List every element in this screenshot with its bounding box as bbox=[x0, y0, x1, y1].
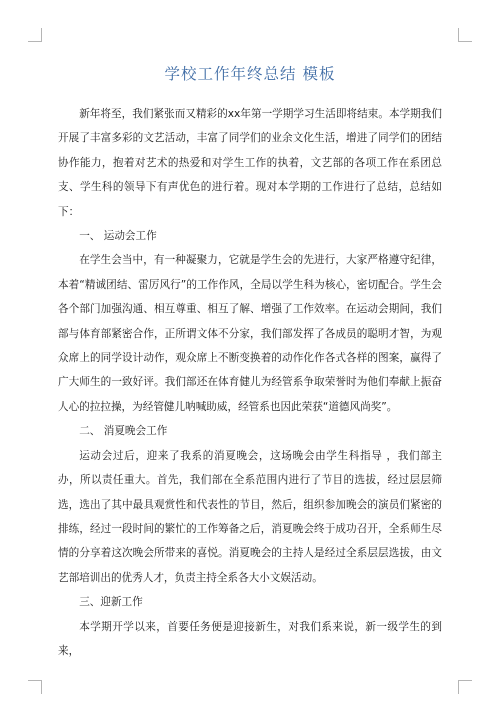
paragraph-summer-party: 运动会过后，迎来了我系的消夏晚会，这场晚会由学生科指导 ，我们部主办，所以责任重大。首先，我们部在全系范围内进行了节目的选拔，经过层层筛选，选出了其中最具观赏性和代表性的节目，然后，组织参加晚会的演员们紧密的排练，经过一段时间的繁忙的工作筹备之后，消夏晚会终于成功召开，全系师生尽情的分享着这次晚会所带来的喜悦。消夏晚会的主持人是经过全系层层选拔，由文艺部培训出的优秀人才，负责主持全系各大小文娱活动。 bbox=[58, 449, 442, 584]
crop-mark-bottom-left-v bbox=[41, 680, 42, 694]
crop-mark-bottom-left-h bbox=[28, 680, 42, 681]
crop-mark-top-left-h bbox=[28, 41, 42, 42]
document-body bbox=[58, 102, 442, 663]
section-heading-sports-meet: 一、 运动会工作 bbox=[79, 230, 157, 243]
paragraph-intro: 新年将至，我们紧张而又精彩的xx年第一学期学习生活即将结束。本学期我们开展了丰富多彩的文艺活动，丰富了同学们的业余文化生活，增进了同学们的团结协作能力，抱着对艺术的热爱和对学生工作的执着，文艺部的各项工作在系团总支、学生科的领导下有声优色的进行着。现对本学期的工作进行了总结，总结如下： bbox=[58, 108, 442, 218]
paragraph-sports-meet: 在学生会当中，有一种凝聚力，它就是学生会的先进行，大家严格遵守纪律，本着“精诚团结、雷厉风行”的工作作风，全局以学生科为核心，密切配合。学生会各个部门加强沟通、相互尊重、相互了解、增强了工作效率。在运动会期间，我们部与体育部紧密合作，正所谓文体不分家，我们部发挥了各成员的聪明才智，为观众席上的同学设计动作，观众席上不断变换着的动作化作各式各样的图案，赢得了广大师生的一致好评。我们部还在体育健儿为经管系争取荣誉时为他们奉献上振奋人心的拉拉操，为经管健儿呐喊助威，经管系也因此荣获“道德风尚奖”。 bbox=[58, 254, 442, 413]
document-title: 学校工作年终总结 模板 bbox=[164, 65, 336, 83]
crop-mark-top-right-v bbox=[458, 28, 459, 42]
paragraph-freshmen: 本学期开学以来，首要任务便是迎接新生，对我们系来说，新一级学生的到来， bbox=[58, 620, 442, 657]
crop-mark-top-left-v bbox=[41, 28, 42, 42]
crop-mark-top-right-h bbox=[458, 41, 472, 42]
crop-mark-bottom-right-h bbox=[458, 680, 472, 681]
crop-mark-bottom-right-v bbox=[458, 680, 459, 694]
section-heading-summer-party: 二、 消夏晚会工作 bbox=[79, 425, 168, 438]
section-heading-freshmen: 三、迎新工作 bbox=[79, 596, 143, 609]
